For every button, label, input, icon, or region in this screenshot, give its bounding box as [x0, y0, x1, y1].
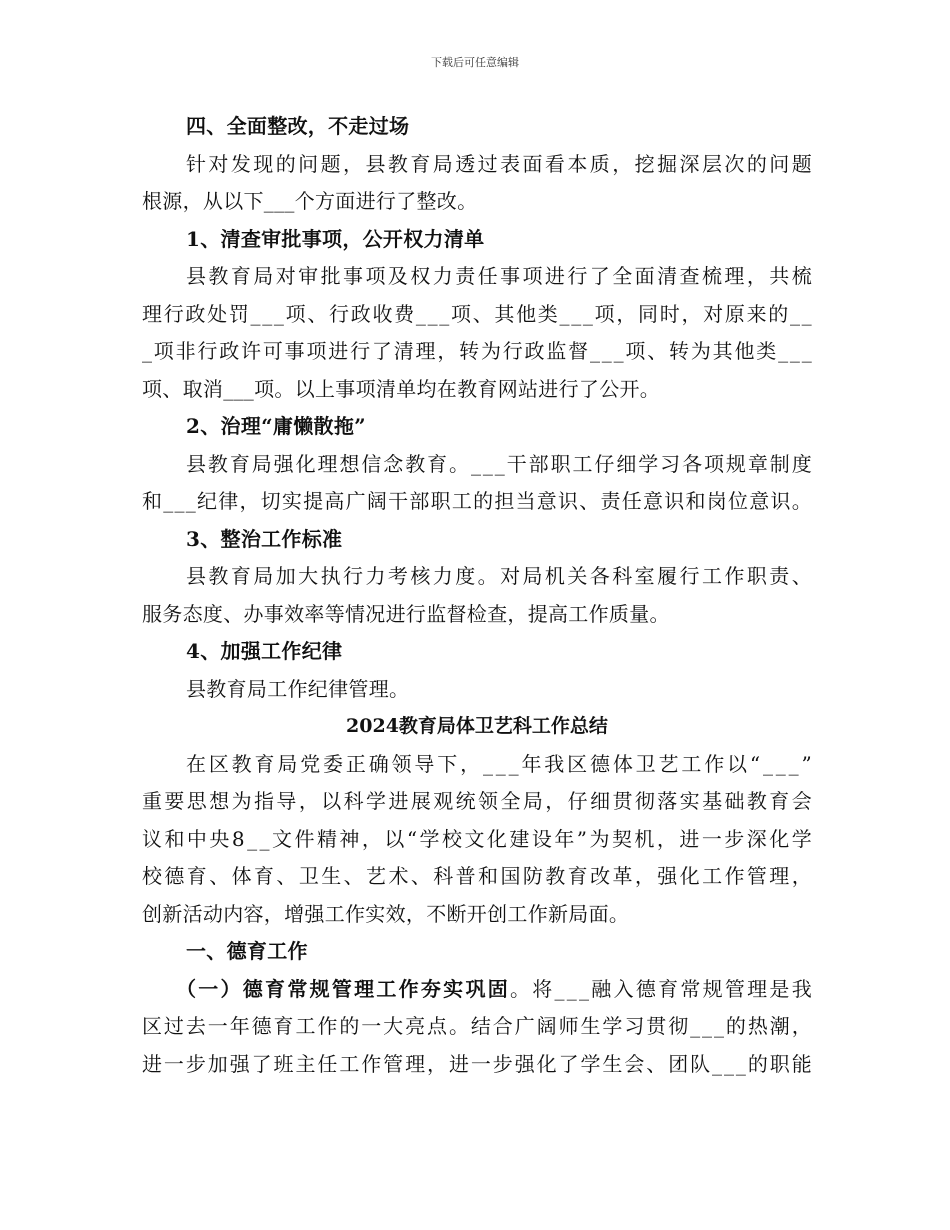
paragraph-line: 在区教育局党委正确领导下，___年我区德体卫艺工作以“___” [186, 751, 815, 776]
paragraph-line: _项非行政许可事项进行了清理，转为行政监督___项、转为其他类___ [142, 339, 814, 363]
paragraph-line: 县教育局强化理想信念教育。___干部职工仔细学习各项规章制度 [186, 451, 814, 476]
paragraph-line: 重要思想为指导，以科学进展观统领全局，仔细贯彻落实基础教育会 [142, 789, 815, 813]
paragraph-line: 校德育、体育、卫生、艺术、科普和国防教育改革，强化工作管理， [142, 864, 815, 888]
paragraph-line: 创新活动内容，增强工作实效，不断开创工作新局面。 [142, 901, 630, 926]
subsection-heading: 2、治理“庸懒散拖” [186, 414, 366, 438]
paragraph-line: 服务态度、办事效率等情况进行监督检查，提高工作质量。 [142, 601, 670, 626]
paragraph-line: 县教育局加大执行力考核力度。对局机关各科室履行工作职责、 [186, 564, 815, 588]
paragraph-line: 根源，从以下___个方面进行了整改。 [142, 189, 478, 213]
paragraph-line: 针对发现的问题，县教育局透过表面看本质，挖掘深层次的问题 [186, 151, 815, 176]
paragraph-line: 和___纪律，切实提高广阔干部职工的担当意识、责任意识和岗位意识。 [142, 489, 813, 513]
paragraph-line: 进一步加强了班主任工作管理，进一步强化了学生会、团队___的职能 [142, 1051, 814, 1076]
paragraph-line: 县教育局工作纪律管理。 [186, 676, 410, 701]
paragraph-line: 理行政处罚___项、行政收费___项、其他类___项，同时，对原来的__ [142, 301, 814, 326]
lead-rest: 。将___融入德育常规管理是我 [509, 976, 814, 1001]
paragraph-line: 区过去一年德育工作的一大亮点。结合广阔师生学习贯彻___的热潮， [142, 1014, 814, 1038]
section-heading: 一、德育工作 [186, 939, 308, 963]
paragraph-line: 议和中央8__文件精神，以“学校文化建设年”为契机，进一步深化学 [142, 826, 815, 851]
document-body [142, 108, 815, 1083]
report-title: 2024教育局体卫艺科工作总结 [346, 715, 608, 737]
subsection-heading: 1、清查审批事项，公开权力清单 [186, 226, 485, 251]
page-header: 下载后可任意编辑 [431, 56, 519, 69]
bold-lead: （一）德育常规管理工作夯实巩固 [176, 976, 510, 1001]
paragraph-line: 项、取消___项。以上事项清单均在教育网站进行了公开。 [142, 376, 661, 401]
paragraph-line: 县教育局对审批事项及权力责任事项进行了全面清查梳理，共梳 [186, 264, 815, 288]
subsection-heading: 4、加强工作纪律 [186, 639, 343, 663]
section-heading: 四、全面整改，不走过场 [186, 114, 410, 138]
subsection-heading: 3、整治工作标准 [186, 526, 343, 551]
paragraph-line [142, 971, 812, 1009]
